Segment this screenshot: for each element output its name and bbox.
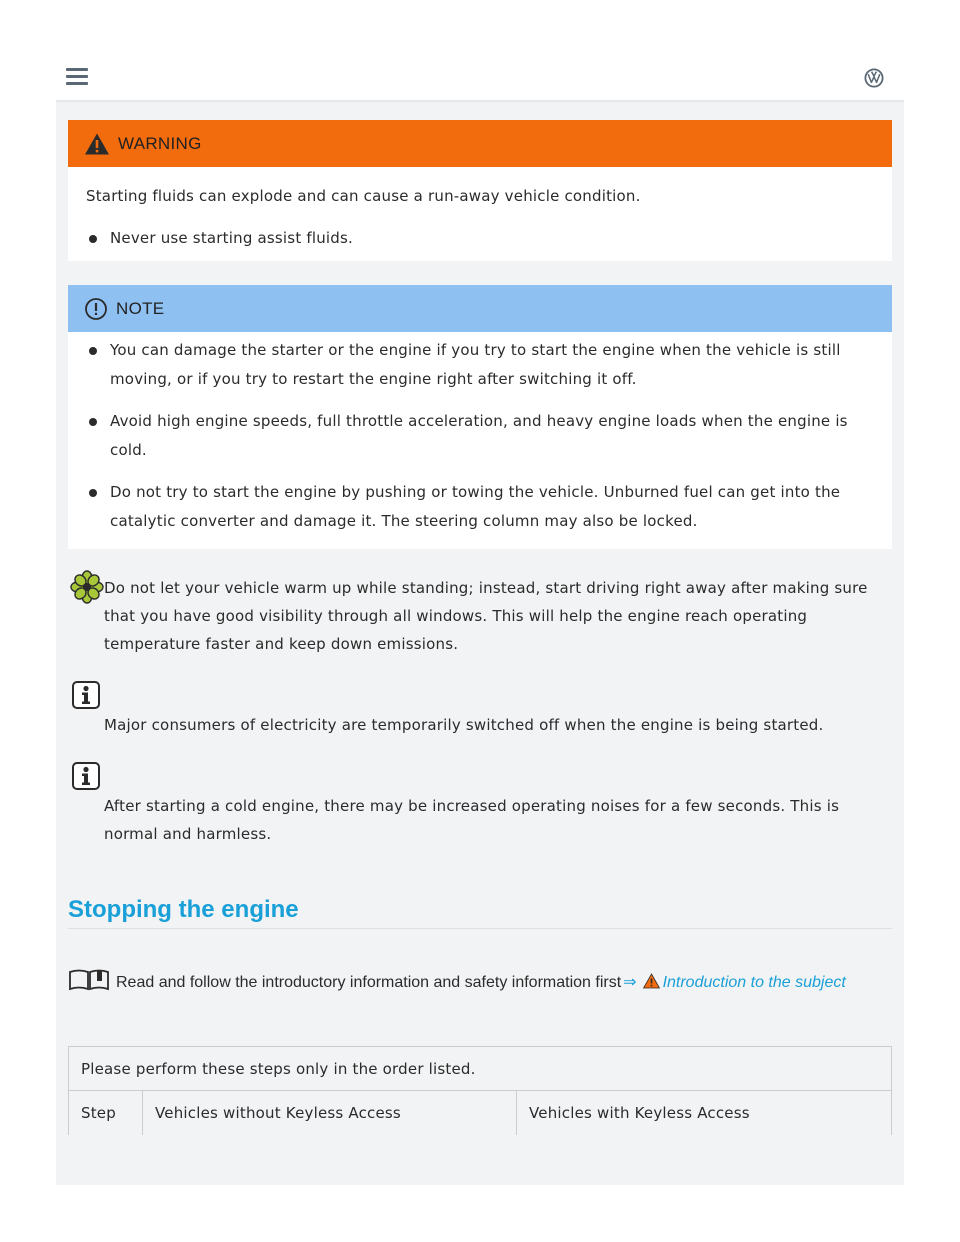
intro-text: Read and follow the introductory information and safety information first <box>116 974 622 991</box>
intro-paragraph <box>68 969 888 997</box>
table-header-without-keyless: Vehicles without Keyless Access <box>143 1091 517 1135</box>
warning-triangle-icon <box>643 973 660 989</box>
warning-label: WARNING <box>118 133 202 153</box>
warning-text: Starting fluids can explode and can cause a run-away vehicle condition. <box>86 187 641 205</box>
exclamation-circle-icon <box>84 297 108 321</box>
info-note-text: Major consumers of electricity are temporarily switched off when the engine is being started. <box>104 716 824 734</box>
open-book-icon <box>68 969 110 991</box>
warning-bullet: Never use starting assist fluids. <box>110 224 880 253</box>
warning-triangle-icon <box>84 132 110 156</box>
environment-flower-icon <box>70 570 104 604</box>
note-label: NOTE <box>116 298 165 318</box>
link-arrow: ⇒ <box>623 974 637 991</box>
hamburger-menu-icon[interactable] <box>66 68 88 86</box>
table-caption: Please perform these steps only in the order listed. <box>69 1047 892 1091</box>
environment-tip-text: Do not let your vehicle warm up while standing; instead, start driving right away after making sure that you have good visibility through all windows. This will help the engine reach operating temperature faster and keep down emissions. <box>104 579 868 653</box>
steps-table <box>68 1046 892 1135</box>
info-note-text: After starting a cold engine, there may be increased operating noises for a few seconds. This is normal and harmless. <box>104 797 840 843</box>
vw-logo-icon[interactable] <box>864 68 884 88</box>
note-bullet: You can damage the starter or the engine if you try to start the engine when the vehicle is still moving, or if you try to restart the engine right after switching it off. <box>110 336 880 394</box>
table-header-step: Step <box>69 1091 143 1135</box>
warning-box <box>68 120 892 261</box>
table-header-with-keyless: Vehicles with Keyless Access <box>517 1091 892 1135</box>
note-box <box>68 285 892 549</box>
info-icon <box>72 762 100 790</box>
top-bar <box>56 18 904 102</box>
note-bullet: Avoid high engine speeds, full throttle acceleration, and heavy engine loads when the engine is cold. <box>110 407 880 465</box>
manual-page <box>56 18 904 1185</box>
section-title: Stopping the engine <box>68 896 299 923</box>
info-icon <box>72 681 100 709</box>
warning-header <box>68 120 892 167</box>
note-bullet: Do not try to start the engine by pushing or towing the vehicle. Unburned fuel can get into the catalytic converter and damage it. The steering column may also be locked. <box>110 478 880 536</box>
note-header <box>68 285 892 332</box>
section-divider <box>68 928 892 929</box>
introduction-link[interactable]: Introduction to the subject <box>662 974 846 991</box>
